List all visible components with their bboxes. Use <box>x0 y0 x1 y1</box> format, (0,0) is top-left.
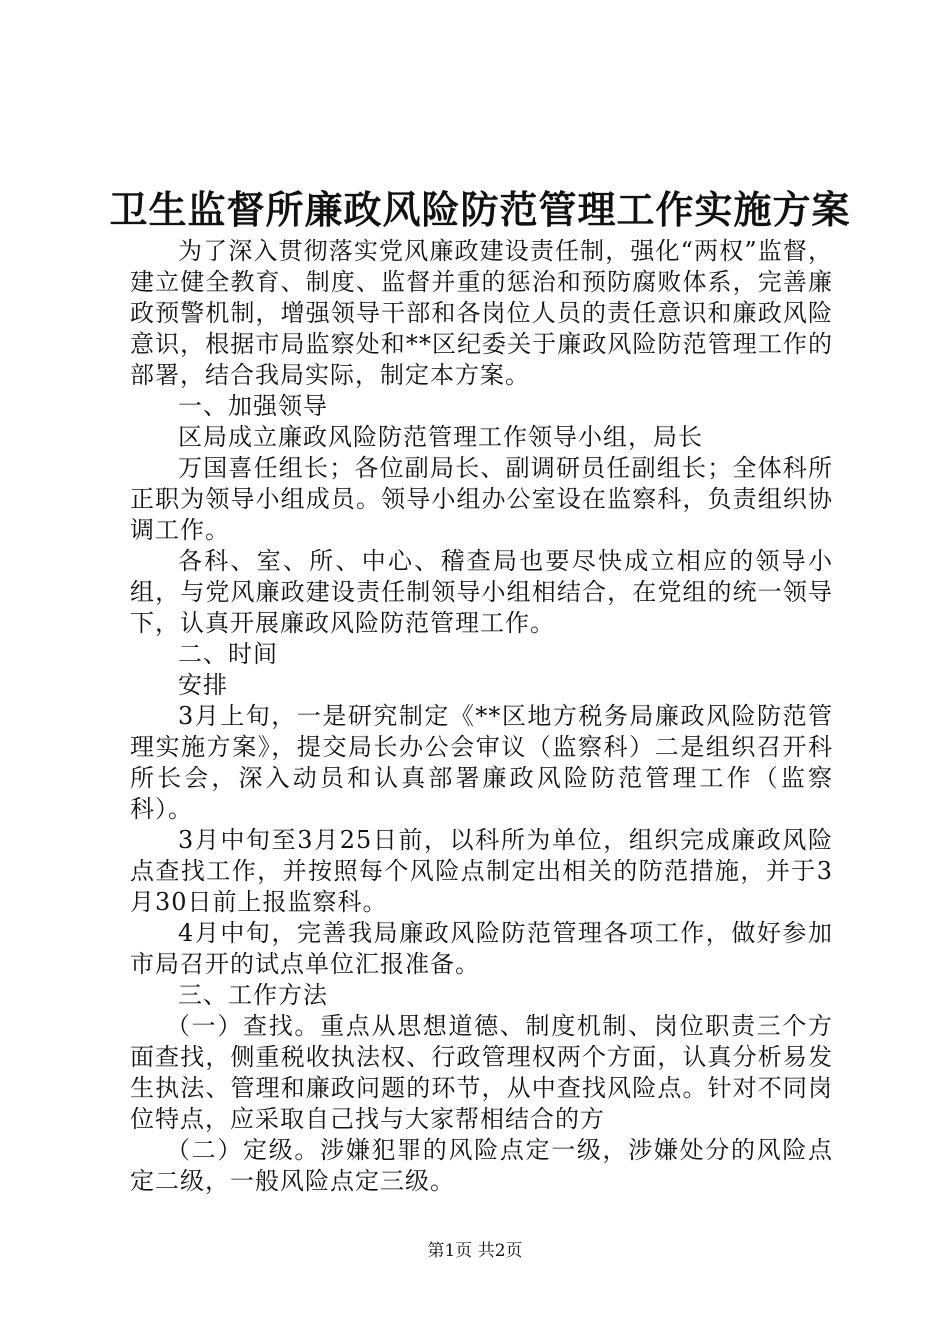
paragraph-intro: 为了深入贯彻落实党风廉政建设责任制，强化“两权”监督，建立健全教育、制度、监督并重的惩治和预防腐败体系，完善廉政预警机制，增强领导干部和各岗位人员的责任意识和廉政风险意识，根据市局监察处和**区纪委关于廉政风险防范管理工作的部署，结合我局实际，制定本方案。 <box>130 237 833 389</box>
paragraph: 3月上旬，一是研究制定《**区地方税务局廉政风险防范管理实施方案》，提交局长办公会审议（监察科）二是组织召开科所长会，深入动员和认真部署廉政风险防范管理工作（监察科）。 <box>130 702 833 823</box>
section-heading-leadership: 一、加强领导 <box>178 392 328 420</box>
paragraph: （一）查找。重点从思想道德、制度机制、岗位职责三个方面查找，侧重税收执法权、行政管理权两个方面，认真分析易发生执法、管理和廉政问题的环节，从中查找风险点。针对不同岗位特点，应采取自己找与大家帮相结合的方 <box>130 1012 833 1133</box>
paragraph: 各科、室、所、中心、稽查局也要尽快成立相应的领导小组，与党风廉政建设责任制领导小组相结合，在党组的统一领导下，认真开展廉政风险防范管理工作。 <box>130 547 833 637</box>
document-title: 卫生监督所廉政风险防范管理工作实施方案 <box>109 187 851 232</box>
paragraph: 4月中旬，完善我局廉政风险防范管理各项工作，做好参加市局召开的试点单位汇报准备。 <box>130 919 833 978</box>
paragraph: 3月中旬至3月25日前，以科所为单位，组织完成廉政风险点查找工作，并按照每个风险点制定出相关的防范措施，并于3月30日前上报监察科。 <box>130 826 833 916</box>
paragraph: 万国喜任组长；各位副局长、副调研员任副组长；全体科所正职为领导小组成员。领导小组办公室设在监察科，负责组织协调工作。 <box>130 454 833 544</box>
section-heading-time: 二、时间 <box>178 640 278 668</box>
page-number-footer: 第1页 共2页 <box>427 1241 523 1261</box>
paragraph: 区局成立廉政风险防范管理工作领导小组，局长 <box>178 423 703 451</box>
section-heading-method: 三、工作方法 <box>178 981 328 1009</box>
paragraph: （二）定级。涉嫌犯罪的风险点定一级，涉嫌处分的风险点定二级，一般风险点定三级。 <box>130 1136 833 1195</box>
paragraph: 安排 <box>178 671 228 699</box>
document-body <box>130 236 833 1197</box>
